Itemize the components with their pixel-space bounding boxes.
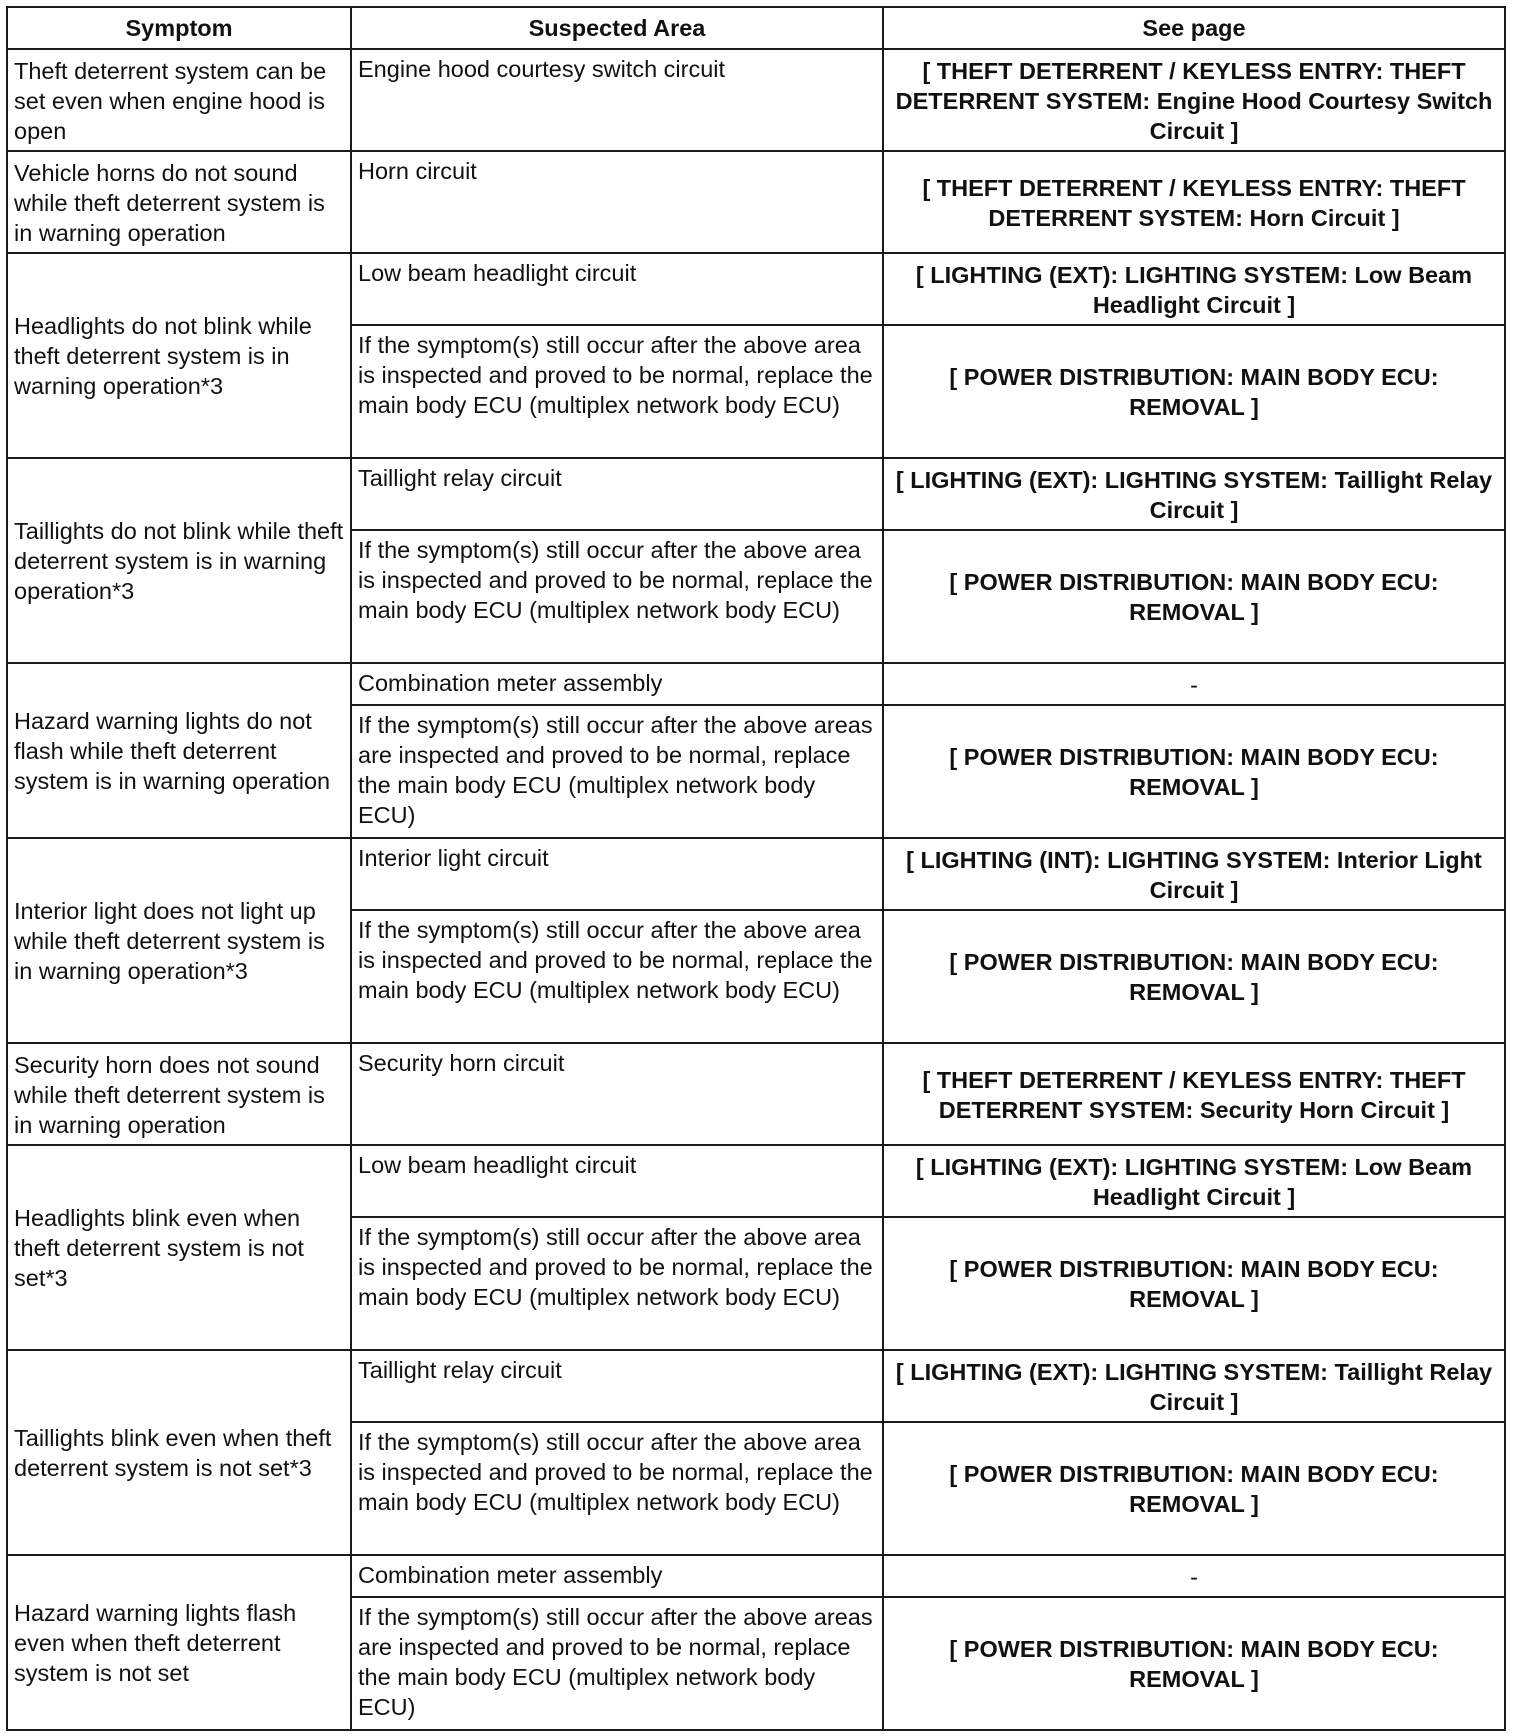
see-page-link[interactable]: [ LIGHTING (EXT): LIGHTING SYSTEM: Low Beam Headlight Circuit ] — [883, 253, 1505, 325]
symptom-cell: Hazard warning lights do not flash while theft deterrent system is in warning operation — [7, 663, 351, 838]
table-row — [7, 151, 1505, 253]
suspected-area-cell: Combination meter assembly — [351, 663, 883, 705]
suspected-area-cell: If the symptom(s) still occur after the above area is inspected and proved to be normal, replace the main body ECU (multiplex network body ECU) — [351, 1217, 883, 1350]
symptom-cell: Headlights do not blink while theft deterrent system is in warning operation*3 — [7, 253, 351, 458]
symptom-cell: Vehicle horns do not sound while theft deterrent system is in warning operation — [7, 151, 351, 253]
header-row — [7, 7, 1505, 49]
suspected-area-cell: If the symptom(s) still occur after the above areas are inspected and proved to be normal, replace the main body ECU (multiplex network body ECU) — [351, 1597, 883, 1730]
see-page-link[interactable]: [ POWER DISTRIBUTION: MAIN BODY ECU: REMOVAL ] — [883, 325, 1505, 458]
see-page-link[interactable]: [ LIGHTING (EXT): LIGHTING SYSTEM: Low Beam Headlight Circuit ] — [883, 1145, 1505, 1217]
suspected-area-cell: Taillight relay circuit — [351, 458, 883, 530]
suspected-area-cell: Combination meter assembly — [351, 1555, 883, 1597]
suspected-area-cell: If the symptom(s) still occur after the above areas are inspected and proved to be normal, replace the main body ECU (multiplex network body ECU) — [351, 705, 883, 838]
see-page-link[interactable]: [ LIGHTING (INT): LIGHTING SYSTEM: Interior Light Circuit ] — [883, 838, 1505, 910]
suspected-area-cell: Engine hood courtesy switch circuit — [351, 49, 883, 151]
see-page-link[interactable]: [ THEFT DETERRENT / KEYLESS ENTRY: THEFT DETERRENT SYSTEM: Engine Hood Courtesy Switch Circuit ] — [883, 49, 1505, 151]
suspected-area-cell: If the symptom(s) still occur after the above area is inspected and proved to be normal, replace the main body ECU (multiplex network body ECU) — [351, 325, 883, 458]
symptom-cell: Theft deterrent system can be set even when engine hood is open — [7, 49, 351, 151]
suspected-area-cell: If the symptom(s) still occur after the above area is inspected and proved to be normal, replace the main body ECU (multiplex network body ECU) — [351, 1422, 883, 1555]
see-page-link[interactable]: [ POWER DISTRIBUTION: MAIN BODY ECU: REMOVAL ] — [883, 910, 1505, 1043]
see-page-link[interactable]: [ POWER DISTRIBUTION: MAIN BODY ECU: REMOVAL ] — [883, 705, 1505, 838]
table-row — [7, 1043, 1505, 1145]
symptom-cell: Taillights blink even when theft deterrent system is not set*3 — [7, 1350, 351, 1555]
suspected-area-cell: Taillight relay circuit — [351, 1350, 883, 1422]
symptom-cell: Headlights blink even when theft deterrent system is not set*3 — [7, 1145, 351, 1350]
table-row — [7, 663, 1505, 705]
suspected-area-cell: If the symptom(s) still occur after the above area is inspected and proved to be normal, replace the main body ECU (multiplex network body ECU) — [351, 910, 883, 1043]
table-row — [7, 253, 1505, 325]
see-page-link[interactable]: [ LIGHTING (EXT): LIGHTING SYSTEM: Taillight Relay Circuit ] — [883, 1350, 1505, 1422]
table-row — [7, 458, 1505, 530]
see-page-link[interactable]: [ THEFT DETERRENT / KEYLESS ENTRY: THEFT DETERRENT SYSTEM: Security Horn Circuit ] — [883, 1043, 1505, 1145]
see-page-link[interactable]: [ THEFT DETERRENT / KEYLESS ENTRY: THEFT DETERRENT SYSTEM: Horn Circuit ] — [883, 151, 1505, 253]
suspected-area-cell: If the symptom(s) still occur after the above area is inspected and proved to be normal, replace the main body ECU (multiplex network body ECU) — [351, 530, 883, 663]
header-symptom: Symptom — [7, 7, 351, 49]
table-row — [7, 49, 1505, 151]
table-row — [7, 1350, 1505, 1422]
suspected-area-cell: Security horn circuit — [351, 1043, 883, 1145]
symptom-cell: Hazard warning lights flash even when theft deterrent system is not set — [7, 1555, 351, 1730]
see-page-empty: - — [883, 663, 1505, 705]
see-page-link[interactable]: [ POWER DISTRIBUTION: MAIN BODY ECU: REMOVAL ] — [883, 1597, 1505, 1730]
symptom-cell: Interior light does not light up while theft deterrent system is in warning operation*3 — [7, 838, 351, 1043]
symptom-cell: Security horn does not sound while theft deterrent system is in warning operation — [7, 1043, 351, 1145]
suspected-area-cell: Low beam headlight circuit — [351, 1145, 883, 1217]
header-suspected-area: Suspected Area — [351, 7, 883, 49]
suspected-area-cell: Horn circuit — [351, 151, 883, 253]
table-row — [7, 838, 1505, 910]
see-page-empty: - — [883, 1555, 1505, 1597]
suspected-area-cell: Low beam headlight circuit — [351, 253, 883, 325]
symptom-table — [6, 6, 1506, 1731]
see-page-link[interactable]: [ POWER DISTRIBUTION: MAIN BODY ECU: REMOVAL ] — [883, 530, 1505, 663]
see-page-link[interactable]: [ POWER DISTRIBUTION: MAIN BODY ECU: REMOVAL ] — [883, 1422, 1505, 1555]
table-row — [7, 1555, 1505, 1597]
see-page-link[interactable]: [ POWER DISTRIBUTION: MAIN BODY ECU: REMOVAL ] — [883, 1217, 1505, 1350]
header-see-page: See page — [883, 7, 1505, 49]
suspected-area-cell: Interior light circuit — [351, 838, 883, 910]
symptom-cell: Taillights do not blink while theft deterrent system is in warning operation*3 — [7, 458, 351, 663]
table-row — [7, 1145, 1505, 1217]
see-page-link[interactable]: [ LIGHTING (EXT): LIGHTING SYSTEM: Taillight Relay Circuit ] — [883, 458, 1505, 530]
